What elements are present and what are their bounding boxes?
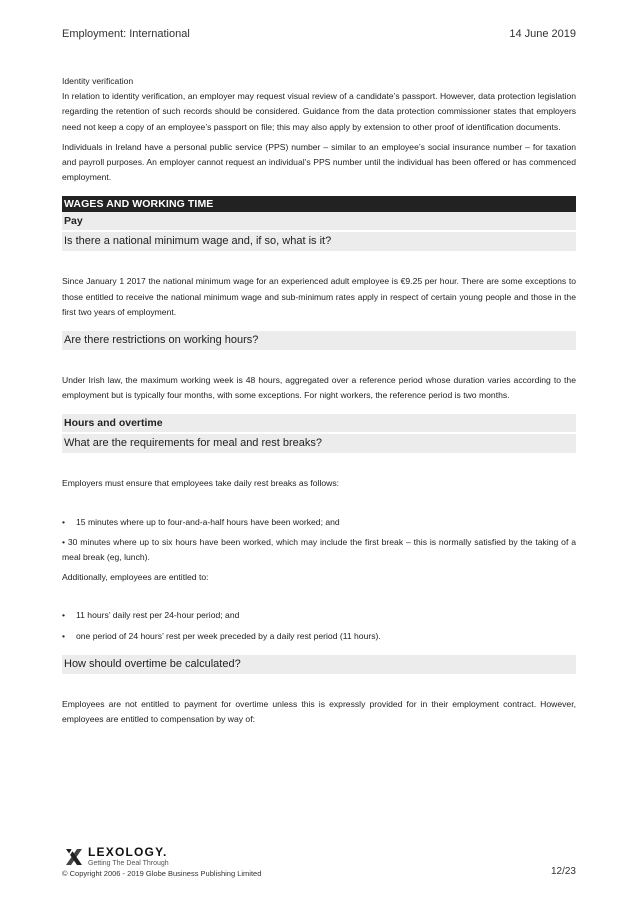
question-overtime: How should overtime be calculated? [62, 655, 576, 674]
lexology-logo[interactable] [64, 845, 184, 869]
header-publication-title: Employment: International [62, 28, 190, 40]
answer-working-hours: Under Irish law, the maximum working week is 48 hours, aggregated over a reference period whose duration varies according to the employment but is typically four months, with some exceptions. For night workers, the reference period is two months. [62, 375, 576, 401]
pay-subheading: Pay [62, 212, 576, 230]
question-working-hours: Are there restrictions on working hours? [62, 331, 576, 350]
question-minimum-wage: Is there a national minimum wage and, if so, what is it? [62, 230, 576, 251]
answer-rest-breaks-intro: Employers must ensure that employees take daily rest breaks as follows: [62, 478, 340, 489]
identity-paragraph: In relation to identity verification, an employer may request visual review of a candidate’s passport. However, data protection legislation regarding the retention of such records should be considered. Guidance from the data protection commissioner states that employers need not keep a copy of an employee’s passport on file; this may also apply by extension to other proof of identification documents. [62, 91, 576, 132]
additional-entitlements-text: Additionally, employees are entitled to: [62, 572, 209, 583]
identity-heading: Identity verification [62, 76, 134, 86]
list-item-text: 15 minutes where up to four-and-a-half hours have been worked; and [76, 516, 340, 527]
bullet-marker: • [62, 630, 66, 641]
hours-subheading: Hours and overtime [62, 414, 576, 432]
list-item [62, 608, 576, 623]
pps-paragraph: Individuals in Ireland have a personal public service (PPS) number – similar to an employee’s social insurance number – for taxation and payroll purposes. An employer cannot request an individual’s PPS number until the individual has been offered or has commenced employment. [62, 141, 576, 183]
list-item-text: 11 hours’ daily rest per 24-hour period; and [76, 610, 240, 621]
section-title: WAGES AND WORKING TIME [62, 196, 576, 212]
list-item [62, 629, 576, 644]
bullet-marker: • [62, 516, 66, 527]
answer-overtime: Employees are not entitled to payment for overtime unless this is expressly provided for in their employment contract. However, employees are entitled to compensation by way of: [62, 698, 576, 725]
page-header [62, 28, 576, 44]
question-rest-breaks: What are the requirements for meal and rest breaks? [62, 432, 576, 453]
logo-tagline: Getting The Deal Through [88, 860, 169, 867]
lexology-x-icon [64, 847, 84, 867]
answer-minimum-wage: Since January 1 2017 the national minimum wage for an experienced adult employee is €9.25 per hour. There are some exceptions to those entitled to receive the national minimum wage and sub-minimum rates apply in respect of certain young people and those in the first two years of employment. [62, 276, 576, 317]
list-item [62, 515, 576, 530]
copyright-notice: © Copyright 2006 - 2019 Globe Business Publishing Limited [62, 869, 262, 878]
logo-name: LEXOLOGY. [88, 845, 168, 859]
page-number: 12/23 [550, 866, 576, 877]
header-date: 14 June 2019 [509, 28, 576, 40]
logo-text [88, 846, 169, 868]
list-item: • 30 minutes where up to six hours have been worked, which may include the first break – this is normally satisfied by the taking of a meal break (eg, lunch). [62, 536, 576, 563]
page-content [62, 74, 576, 727]
list-item-text: one period of 24 hours’ rest per week preceded by a daily rest period (11 hours). [76, 630, 381, 641]
bullet-marker: • [62, 610, 66, 621]
